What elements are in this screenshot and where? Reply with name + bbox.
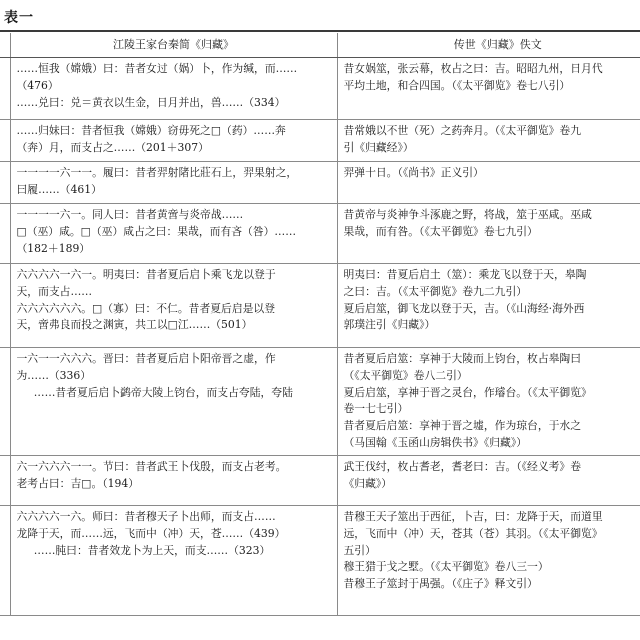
text-line: 之曰：吉。（《太平御览》卷九二九引） <box>343 284 528 298</box>
text-line: 老考占曰：吉□。（194） <box>16 476 140 490</box>
text-line: 昔穆王天子筮出于西征，卜吉，曰：龙降于天，而道里 <box>343 510 603 523</box>
text-line: 平均土地，和合四国。（《太平御览》卷七八引） <box>343 78 571 92</box>
row-margin-cell <box>0 506 10 616</box>
text-line: 穆王猎于戈之墅。（《太平御览》卷八三一） <box>343 560 549 574</box>
text-line: 《归藏》） <box>343 476 393 490</box>
text-line: 一六一一六六六。晋曰：昔者夏后启卜阳帝晋之虚，作 <box>16 352 276 365</box>
text-line: ……恒我（嫦娥）曰：昔者女过（娲）卜，作为缄，而…… <box>16 62 298 75</box>
fragment-cell <box>337 120 640 162</box>
text-line: 羿弹十日。（《尚书》正义引） <box>343 166 484 179</box>
text-line: （奔）月，而支占之……（201＋307） <box>16 140 209 154</box>
text-line: 天，啻弗良而投之渊寅，共工以□江……（501） <box>16 318 253 332</box>
qin-slip-cell <box>10 120 337 162</box>
header-row <box>0 33 640 58</box>
text-line: 昔者夏后启筮：享神于大陵而上钧台，枚占皋陶曰 <box>343 352 582 365</box>
table-row <box>0 264 640 348</box>
text-line: 天，而支占…… <box>16 284 93 298</box>
qin-slip-cell <box>10 348 337 456</box>
text-line: 夏后启筮，御飞龙以登于天，吉。（《山海经·海外西 <box>343 301 585 315</box>
table-row <box>0 204 640 264</box>
text-line: 果哉，而有咎。（《太平御览》卷七九引） <box>343 224 538 238</box>
row-margin-cell <box>0 120 10 162</box>
text-line: 郭璞注引《归藏》） <box>343 318 436 332</box>
text-line: （《太平御览》卷八二引） <box>343 368 468 382</box>
text-line: 曰履……（461） <box>16 182 102 196</box>
text-line: 昔黄帝与炎神争斗涿鹿之野，将战，筮于巫咸。巫咸 <box>343 208 592 221</box>
text-line: 六六六六一六。师曰：昔者穆天子卜出师，而支占…… <box>16 510 276 523</box>
qin-slip-cell <box>10 264 337 348</box>
header-transmitted-fragments: 传世《归藏》佚文 <box>337 33 640 58</box>
text-line: （476） <box>16 78 59 92</box>
fragment-cell <box>337 264 640 348</box>
fragment-cell <box>337 204 640 264</box>
fragment-cell <box>337 162 640 204</box>
text-line: 龙降于天，而……远，飞而中（冲）天，苍……（439） <box>16 526 286 540</box>
text-line: 昔常娥以不世（死）之药奔月。（《太平御览》卷九 <box>343 124 582 137</box>
text-line: 昔者夏后启筮：享神于晋之墟，作为琼台，于水之 <box>343 419 582 433</box>
text-line: 一一一一六一。同人曰：昔者黄啻与炎帝战…… <box>16 208 244 221</box>
text-line: ……归妹曰：昔者恒我（嫦娥）窃毋死之□（药）……奔 <box>16 124 286 137</box>
table-row <box>0 120 640 162</box>
row-margin-cell <box>0 264 10 348</box>
qin-slip-cell <box>10 58 337 120</box>
table-row <box>0 456 640 506</box>
row-margin-cell <box>0 204 10 264</box>
text-line: 为……（336） <box>16 368 92 382</box>
text-line: ……兑曰：兑＝黄衣以生金，日月并出，兽……（334） <box>16 95 286 109</box>
qin-slip-cell <box>10 456 337 506</box>
qin-slip-cell <box>10 506 337 616</box>
header-qin-bamboo-slips: 江陵王家台秦简《归藏》 <box>10 33 337 58</box>
text-line: 昔穆王子筮封于禺强。（《庄子》释文引） <box>343 577 538 591</box>
fragment-cell <box>337 348 640 456</box>
row-margin-cell <box>0 58 10 120</box>
table-row <box>0 162 640 204</box>
text-line: 远，飞而中（冲）天，苍其（苍）其羽。（《太平御览》 <box>343 526 603 540</box>
row-margin-cell <box>0 456 10 506</box>
table-title: 表一 <box>4 10 34 26</box>
text-line: 六六六六一六一。明夷曰：昔者夏后启卜乘飞龙以登于 <box>16 268 276 281</box>
fragment-cell <box>337 58 640 120</box>
row-margin-cell <box>0 348 10 456</box>
text-line: ……昔者夏后启卜鹢帝大陵上钧台，而支占夸陆，夸陆 <box>33 385 293 399</box>
text-line: （182＋189） <box>16 241 91 255</box>
text-line: 六一六六六一一。节曰：昔者武王卜伐殷，而支占老考。 <box>16 460 287 473</box>
text-line: 六六六六六六。□（寡）曰：不仁。昔者夏后启是以登 <box>16 301 276 315</box>
text-line: 武王伐纣，枚占耆老，耆老曰：吉。（《经义考》卷 <box>343 460 582 473</box>
text-line: ……肫曰：昔者效龙卜为上天，而支……（323） <box>33 543 271 557</box>
qin-slip-cell <box>10 162 337 204</box>
table-row <box>0 506 640 616</box>
text-line: □（巫）咸。□（巫）咸占之曰：果哉，而有吝（咎）…… <box>16 224 297 238</box>
comparison-table <box>0 33 640 616</box>
text-line: 五引） <box>343 543 376 557</box>
row-margin-cell <box>0 162 10 204</box>
fragment-cell <box>337 456 640 506</box>
text-line: 一一一一六一一。履曰：昔者羿射陼比莊石上，羿果射之， <box>16 166 298 179</box>
text-line: （马国翰《玉函山房辑佚书》《归藏》） <box>343 435 528 449</box>
text-line: 昔女娲筮，张云幕，枚占之曰：吉。昭昭九州，日月代 <box>343 62 603 75</box>
fragment-cell <box>337 506 640 616</box>
text-line: 明夷曰：昔夏后启土（筮）：乘龙飞以登于天，皋陶 <box>343 268 587 281</box>
qin-slip-cell <box>10 204 337 264</box>
table-row <box>0 348 640 456</box>
text-line: 卷一七七引） <box>343 402 409 416</box>
top-rule <box>0 30 640 32</box>
text-line: 夏后启筮，享神于晋之灵台，作璿台。（《太平御览》 <box>343 385 592 399</box>
header-blank-cell <box>0 33 10 58</box>
text-line: 引《归藏经》） <box>343 140 414 154</box>
table-row <box>0 58 640 120</box>
